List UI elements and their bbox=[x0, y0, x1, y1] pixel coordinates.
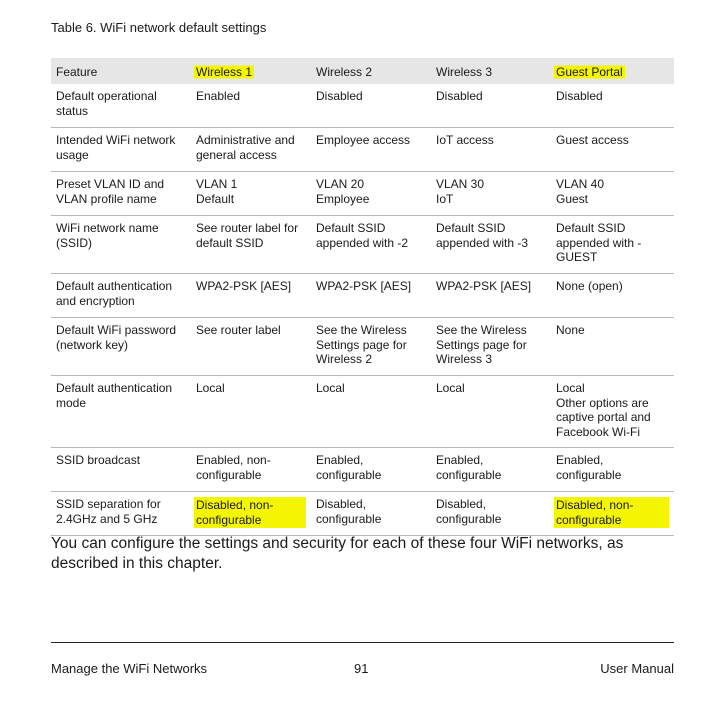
cell-wireless-1: WPA2-PSK [AES] bbox=[191, 274, 311, 318]
table-row bbox=[51, 274, 674, 318]
cell-feature: Preset VLAN ID and VLAN profile name bbox=[51, 172, 191, 216]
table-caption: Table 6. WiFi network default settings bbox=[51, 20, 267, 35]
table-row bbox=[51, 318, 674, 376]
cell-wireless-2: Disabled bbox=[311, 84, 431, 128]
cell-wireless-1: Administrative and general access bbox=[191, 128, 311, 172]
header-wireless-2: Wireless 2 bbox=[311, 58, 431, 84]
cell-wireless-1 bbox=[191, 492, 311, 536]
wifi-defaults-table bbox=[51, 58, 674, 536]
cell-wireless-3: Default SSID appended with -3 bbox=[431, 216, 551, 274]
cell-guest-portal: Local Other options are captive portal and Facebook Wi-Fi bbox=[551, 376, 674, 448]
cell-wireless-2: Local bbox=[311, 376, 431, 448]
header-wireless-3: Wireless 3 bbox=[431, 58, 551, 84]
cell-wireless-2: WPA2-PSK [AES] bbox=[311, 274, 431, 318]
table-row bbox=[51, 492, 674, 536]
highlight-mark: Disabled, non-configurable bbox=[194, 497, 306, 528]
cell-wireless-2: Disabled, configurable bbox=[311, 492, 431, 536]
cell-wireless-2: VLAN 20 Employee bbox=[311, 172, 431, 216]
cell-guest-portal bbox=[551, 492, 674, 536]
header-guest-portal bbox=[551, 58, 674, 84]
cell-feature: Intended WiFi network usage bbox=[51, 128, 191, 172]
cell-wireless-3: Disabled bbox=[431, 84, 551, 128]
table-row bbox=[51, 216, 674, 274]
body-paragraph: You can configure the settings and security for each of these four WiFi networks, as described in this chapter. bbox=[51, 535, 624, 572]
cell-wireless-3: VLAN 30 IoT bbox=[431, 172, 551, 216]
footer-doc-title: User Manual bbox=[600, 661, 674, 676]
cell-wireless-1: Local bbox=[191, 376, 311, 448]
cell-guest-portal: None (open) bbox=[551, 274, 674, 318]
cell-wireless-3: Enabled, configurable bbox=[431, 448, 551, 492]
cell-feature: Default authentication and encryption bbox=[51, 274, 191, 318]
table-row bbox=[51, 376, 674, 448]
highlight-mark: Guest Portal bbox=[556, 64, 623, 79]
cell-feature: Default authentication mode bbox=[51, 376, 191, 448]
cell-guest-portal: None bbox=[551, 318, 674, 376]
cell-guest-portal: VLAN 40 Guest bbox=[551, 172, 674, 216]
cell-feature: SSID broadcast bbox=[51, 448, 191, 492]
cell-guest-portal: Default SSID appended with -GUEST bbox=[551, 216, 674, 274]
highlight-mark: Disabled, non-configurable bbox=[554, 497, 669, 528]
cell-guest-portal: Disabled bbox=[551, 84, 674, 128]
header-wireless-1 bbox=[191, 58, 311, 84]
cell-wireless-2: Default SSID appended with -2 bbox=[311, 216, 431, 274]
cell-wireless-3: IoT access bbox=[431, 128, 551, 172]
cell-wireless-1: Enabled, non-configurable bbox=[191, 448, 311, 492]
footer-chapter-title: Manage the WiFi Networks bbox=[51, 661, 208, 676]
cell-feature: WiFi network name (SSID) bbox=[51, 216, 191, 274]
cell-wireless-3: See the Wireless Settings page for Wireless 3 bbox=[431, 318, 551, 376]
cell-wireless-3: Disabled, configurable bbox=[431, 492, 551, 536]
header-feature: Feature bbox=[51, 58, 191, 84]
cell-wireless-2: Employee access bbox=[311, 128, 431, 172]
cell-feature: SSID separation for 2.4GHz and 5 GHz bbox=[51, 492, 191, 536]
cell-wireless-1: See router label bbox=[191, 318, 311, 376]
cell-wireless-1: Enabled bbox=[191, 84, 311, 128]
cell-feature: Default operational status bbox=[51, 84, 191, 128]
cell-guest-portal: Guest access bbox=[551, 128, 674, 172]
cell-wireless-1: See router label for default SSID bbox=[191, 216, 311, 274]
footer-page-number: 91 bbox=[354, 661, 369, 676]
table-row bbox=[51, 448, 674, 492]
highlight-mark: Wireless 1 bbox=[196, 64, 253, 79]
footer-divider bbox=[51, 642, 674, 643]
table-row bbox=[51, 172, 674, 216]
table-header-row bbox=[51, 58, 674, 84]
cell-wireless-2: See the Wireless Settings page for Wireless 2 bbox=[311, 318, 431, 376]
table-row bbox=[51, 128, 674, 172]
cell-guest-portal: Enabled, configurable bbox=[551, 448, 674, 492]
cell-wireless-2: Enabled, configurable bbox=[311, 448, 431, 492]
cell-wireless-3: WPA2-PSK [AES] bbox=[431, 274, 551, 318]
table-row bbox=[51, 84, 674, 128]
cell-wireless-1: VLAN 1 Default bbox=[191, 172, 311, 216]
cell-wireless-3: Local bbox=[431, 376, 551, 448]
cell-feature: Default WiFi password (network key) bbox=[51, 318, 191, 376]
